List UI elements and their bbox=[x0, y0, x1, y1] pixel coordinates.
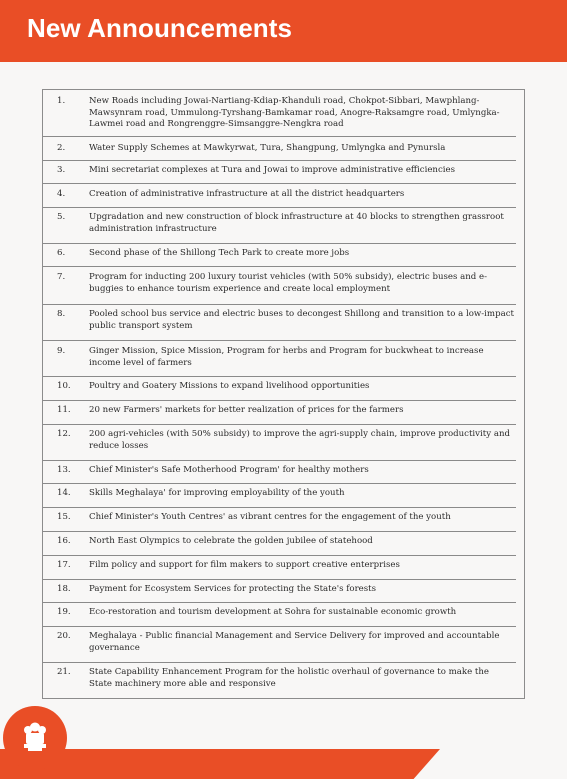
item-number: 21. bbox=[57, 667, 71, 677]
row-divider bbox=[43, 579, 516, 580]
item-number: 18. bbox=[57, 584, 71, 594]
item-number: 4. bbox=[57, 189, 66, 199]
item-number: 1. bbox=[57, 96, 66, 106]
item-number: 10. bbox=[57, 381, 71, 391]
item-text: Eco-restoration and tourism development at Sohra for sustainable economic growth bbox=[89, 607, 457, 617]
page-title: New Announcements bbox=[27, 13, 293, 43]
item-number: 20. bbox=[57, 631, 71, 641]
item-text: Meghalaya - Public financial Management and Service Delivery for improved and accountable governance bbox=[89, 631, 500, 653]
item-text: Program for inducting 200 luxury tourist vehicles (with 50% subsidy), electric buses and e-buggies to enhance tourism experience and create local employment bbox=[89, 272, 488, 294]
header-banner bbox=[0, 0, 567, 62]
item-number: 15. bbox=[57, 512, 71, 522]
item-text: 200 agri-vehicles (with 50% subsidy) to improve the agri-supply chain, improve productivity and reduce losses bbox=[89, 429, 510, 451]
row-divider bbox=[43, 626, 516, 627]
row-divider bbox=[43, 507, 516, 508]
item-text: Chief Minister's Youth Centres' as vibrant centres for the engagement of the youth bbox=[89, 512, 451, 522]
item-text: Creation of administrative infrastructure at all the district headquarters bbox=[89, 189, 405, 199]
item-text: Chief Minister's Safe Motherhood Program' for healthy mothers bbox=[89, 465, 369, 475]
row-divider bbox=[43, 602, 516, 603]
item-text: North East Olympics to celebrate the golden jubilee of statehood bbox=[89, 536, 373, 546]
item-number: 2. bbox=[57, 143, 66, 153]
item-number: 9. bbox=[57, 346, 66, 356]
item-number: 5. bbox=[57, 212, 66, 222]
row-divider bbox=[43, 243, 516, 244]
item-text: Film policy and support for film makers to support creative enterprises bbox=[89, 560, 400, 570]
item-number: 8. bbox=[57, 309, 66, 319]
item-text: 20 new Farmers' markets for better realization of prices for the farmers bbox=[89, 405, 404, 415]
item-text: New Roads including Jowai-Nartiang-Kdiap-Khanduli road, Chokpot-Sibbari, Mawphlang-Mawsynram road, Ummulong-Tyrshang-Bamkamar road, Anogre-Raksamgre road, Umlyngka-Lawmei road and Rongrenggre-Simsanggre-Nengkra road bbox=[89, 96, 500, 129]
item-number: 7. bbox=[57, 272, 66, 282]
row-divider bbox=[43, 460, 516, 461]
row-divider bbox=[43, 207, 516, 208]
item-text: Water Supply Schemes at Mawkyrwat, Tura, Shangpung, Umlyngka and Pynursla bbox=[89, 143, 446, 153]
item-number: 16. bbox=[57, 536, 71, 546]
item-text: Payment for Ecosystem Services for protecting the State's forests bbox=[89, 584, 377, 594]
state-emblem-icon bbox=[3, 706, 67, 770]
item-number: 6. bbox=[57, 248, 66, 258]
row-divider bbox=[43, 376, 516, 377]
item-text: Poultry and Goatery Missions to expand livelihood opportunities bbox=[89, 381, 370, 391]
item-number: 13. bbox=[57, 465, 71, 475]
item-number: 11. bbox=[57, 405, 71, 415]
row-divider bbox=[43, 266, 516, 267]
item-number: 14. bbox=[57, 488, 71, 498]
item-number: 17. bbox=[57, 560, 71, 570]
row-divider bbox=[43, 555, 516, 556]
row-divider bbox=[43, 160, 516, 161]
row-divider bbox=[43, 340, 516, 341]
row-divider bbox=[43, 483, 516, 484]
item-number: 12. bbox=[57, 429, 71, 439]
item-number: 3. bbox=[57, 165, 66, 175]
item-text: Pooled school bus service and electric buses to decongest Shillong and transition to a low-impact public transport system bbox=[89, 309, 514, 331]
item-text: State Capability Enhancement Program for the holistic overhaul of governance to make the State machinery more able and responsive bbox=[89, 667, 489, 689]
row-divider bbox=[43, 662, 516, 663]
item-text: Second phase of the Shillong Tech Park to create more jobs bbox=[89, 248, 350, 258]
row-divider bbox=[43, 183, 516, 184]
row-divider bbox=[43, 136, 516, 137]
item-text: Ginger Mission, Spice Mission, Program for herbs and Program for buckwheat to increase income level of farmers bbox=[89, 346, 484, 368]
item-text: Mini secretariat complexes at Tura and Jowai to improve administrative efficiencies bbox=[89, 165, 456, 175]
row-divider bbox=[43, 400, 516, 401]
row-divider bbox=[43, 424, 516, 425]
row-divider bbox=[43, 531, 516, 532]
item-number: 19. bbox=[57, 607, 71, 617]
footer-bar bbox=[0, 749, 440, 779]
item-text: Upgradation and new construction of block infrastructure at 40 blocks to strengthen grassroot administration infrastructure bbox=[89, 212, 504, 234]
row-divider bbox=[43, 304, 516, 305]
item-text: Skills Meghalaya' for improving employability of the youth bbox=[89, 488, 345, 498]
